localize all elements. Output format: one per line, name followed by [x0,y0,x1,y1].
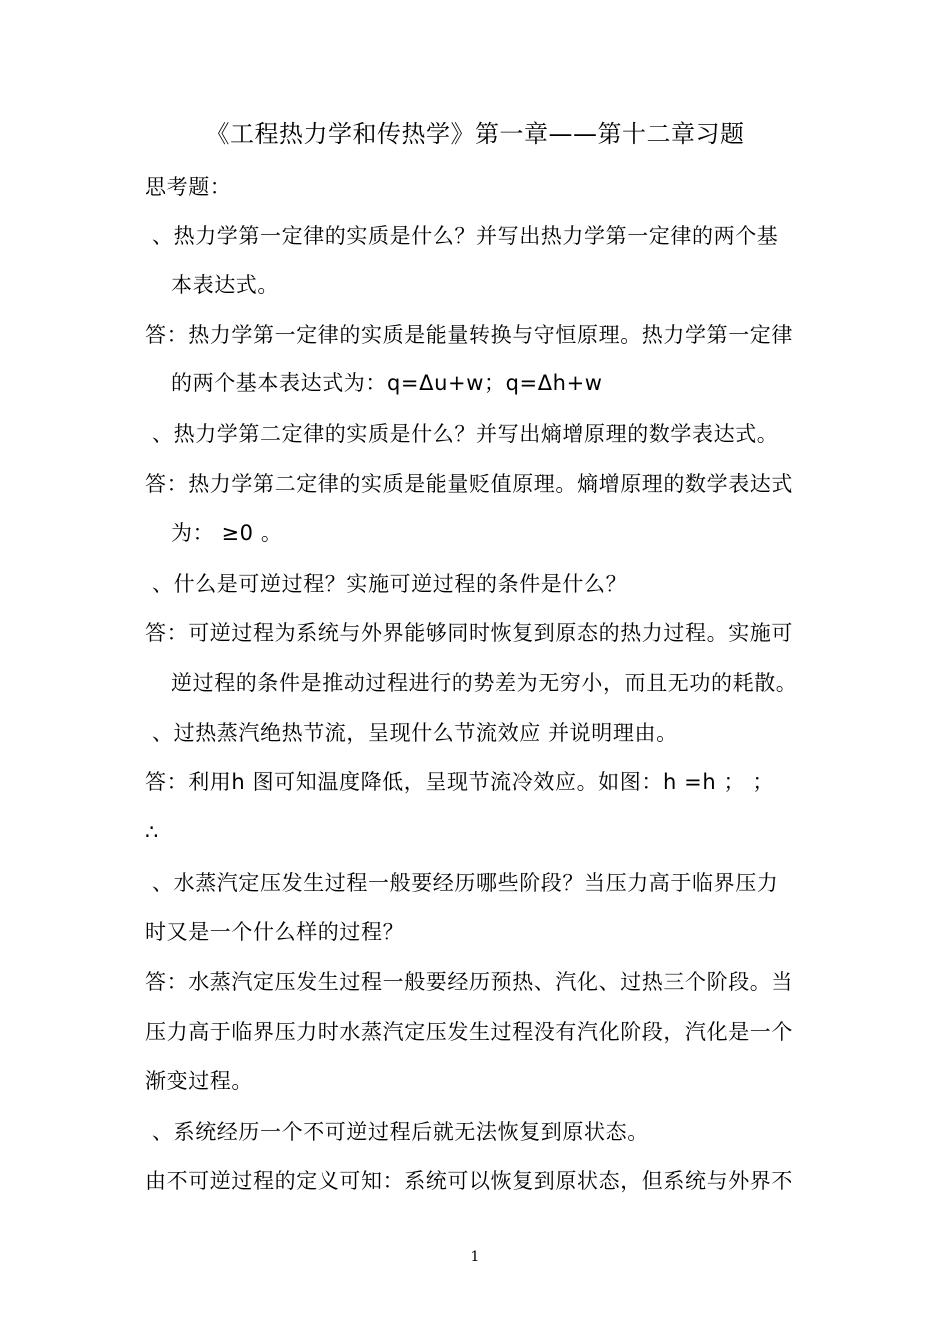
question-line: 、水蒸汽定压发生过程一般要经历哪些阶段？当压力高于临界压力 [152,871,779,895]
answer-line: 答：热力学第二定律的实质是能量贬值原理。熵增原理的数学表达式 [145,472,793,496]
answer-line: 答：可逆过程为系统与外界能够同时恢复到原态的热力过程。实施可 [145,621,793,645]
answer-line: 由不可逆过程的定义可知：系统可以恢复到原状态，但系统与外界不 [145,1169,793,1193]
answer-line: 答：利用h 图可知温度降低，呈现节流冷效应。如图：h =h ； ； [145,770,775,794]
question-line: 时又是一个什么样的过程？ [145,920,405,944]
question-line: 、热力学第二定律的实质是什么？并写出熵增原理的数学表达式。 [152,422,779,446]
section-heading: 思考题： [145,175,232,199]
answer-line: 渐变过程。 [145,1069,253,1093]
answer-line: 的两个基本表达式为：q=Δu+w；q=Δh+w [171,371,603,395]
document-title: 《工程热力学和传热学》第一章——第十二章习题 [205,120,745,148]
answer-line: 压力高于临界压力时水蒸汽定压发生过程没有汽化阶段，汽化是一个 [145,1020,793,1044]
answer-line: 为： ≥0 。 [171,521,283,545]
answer-line: 答：水蒸汽定压发生过程一般要经历预热、汽化、过热三个阶段。当 [145,970,793,994]
question-line: 本表达式。 [171,273,279,297]
page-number: 1 [470,1249,480,1265]
answer-line: 逆过程的条件是推动过程进行的势差为无穷小，而且无功的耗散。 [171,671,798,695]
answer-line: 答：热力学第一定律的实质是能量转换与守恒原理。热力学第一定律 [145,323,793,347]
question-line: 、过热蒸汽绝热节流，呈现什么节流效应 并说明理由。 [152,721,678,745]
answer-line: ∴ [145,820,159,844]
question-line: 、什么是可逆过程？实施可逆过程的条件是什么？ [152,572,628,596]
question-line: 、热力学第一定律的实质是什么？并写出热力学第一定律的两个基 [152,224,779,248]
question-line: 、系统经历一个不可逆过程后就无法恢复到原状态。 [152,1120,649,1144]
